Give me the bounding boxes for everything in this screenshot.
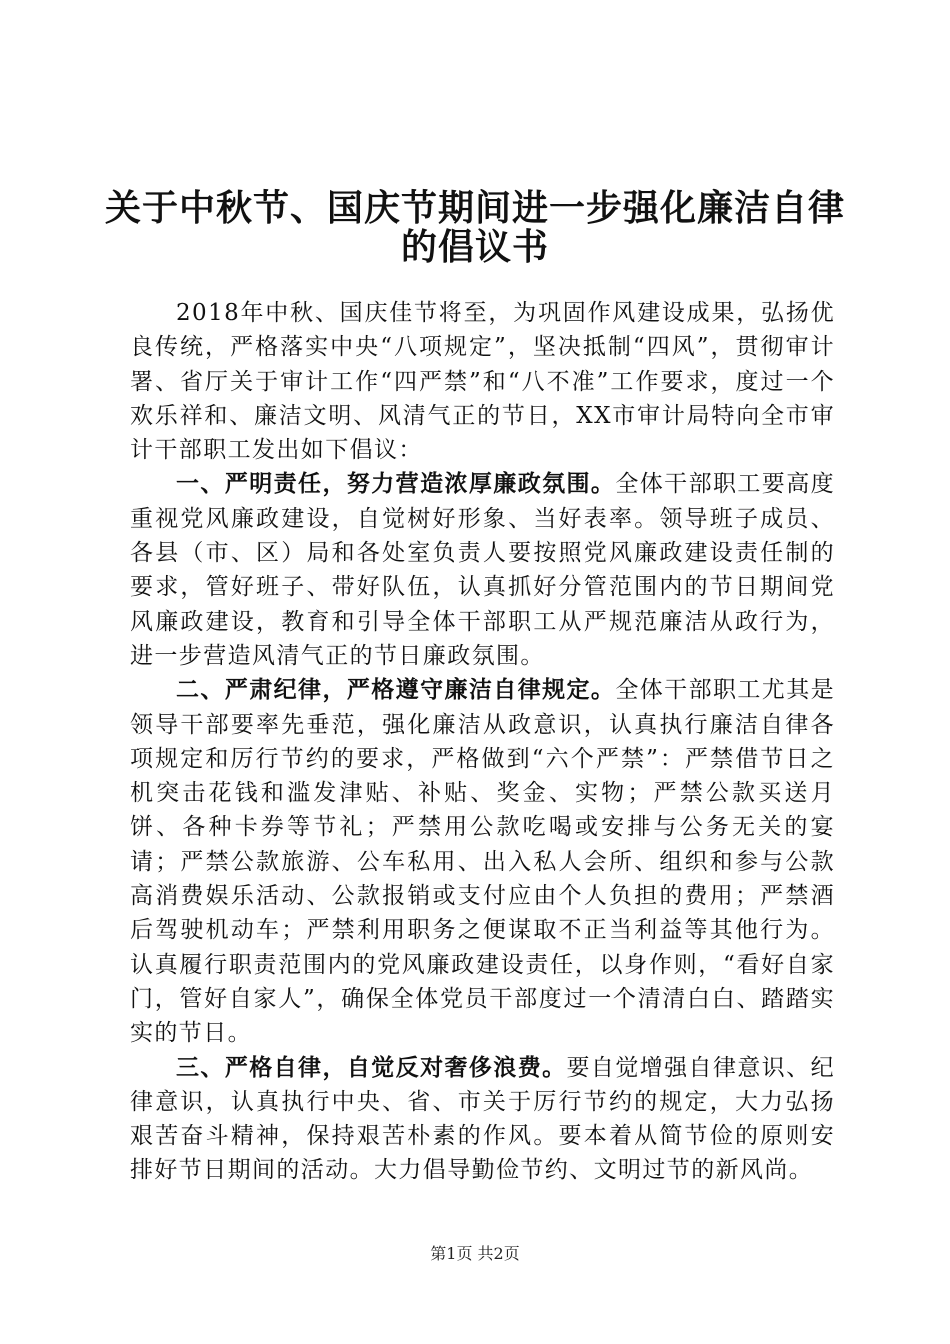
section-3-heading: 三、严格自律，自觉反对奢侈浪费。	[176, 1054, 567, 1081]
section-2-text: 全体干部职工尤其是领导干部要率先垂范，强化廉洁从政意识，认真执行廉洁自律各项规定和厉行节约的要求，严格做到“六个严禁”：严禁借节日之机突击花钱和滥发津贴、补贴、奖金、实物；严禁公款买送月饼、各种卡券等节礼；严禁用公款吃喝或安排与公务无关的宴请；严禁公款旅游、公车私用、出入私人会所、组织和参与公款高消费娱乐活动、公款报销或支付应由个人负担的费用；严禁酒后驾驶机动车；严禁利用职务之便谋取不正当利益等其他行为。认真履行职责范围内的党风廉政建设责任，以身作则，“看好自家门，管好自家人”，确保全体党员干部度过一个清清白白、踏踏实实的节日。	[130, 677, 836, 1047]
section-2-heading: 二、严肃纪律，严格遵守廉洁自律规定。	[176, 677, 616, 704]
document-title-line-2: 的倡议书	[400, 227, 549, 268]
section-1-text: 全体干部职工要高度重视党风廉政建设，自觉树好形象、当好表率。领导班子成员、各县（市、区）局和各处室负责人要按照党风廉政建设责任制的要求，管好班子、带好队伍，认真抓好分管范围内的节日期间党风廉政建设，教育和引导全体干部职工从严规范廉洁从政行为，进一步营造风清气正的节日廉政氛围。	[130, 471, 836, 669]
section-1-paragraph	[130, 467, 835, 673]
section-3-paragraph	[130, 1051, 835, 1188]
document-body	[130, 296, 835, 1188]
page-number-footer: 第1页 共2页	[430, 1244, 520, 1263]
document-title-line-1: 关于中秋节、国庆节期间进一步强化廉洁自律	[104, 188, 845, 229]
section-1-heading: 一、严明责任，努力营造浓厚廉政氛围。	[176, 471, 616, 498]
section-2-paragraph	[130, 673, 835, 1050]
section-3-text: 要自觉增强自律意识、纪律意识，认真执行中央、省、市关于厉行节约的规定，大力弘扬艰苦奋斗精神，保持艰苦朴素的作风。要本着从简节俭的原则安排好节日期间的活动。大力倡导勤俭节约、文明过节的新风尚。	[130, 1054, 835, 1184]
intro-paragraph: 2018年中秋、国庆佳节将至，为巩固作风建设成果，弘扬优良传统，严格落实中央“八项规定”，坚决抵制“四风”，贯彻审计署、省厅关于审计工作“四严禁”和“八不准”工作要求，度过一个欢乐祥和、廉洁文明、风清气正的节日，XX市审计局特向全市审计干部职工发出如下倡议：	[130, 300, 835, 464]
